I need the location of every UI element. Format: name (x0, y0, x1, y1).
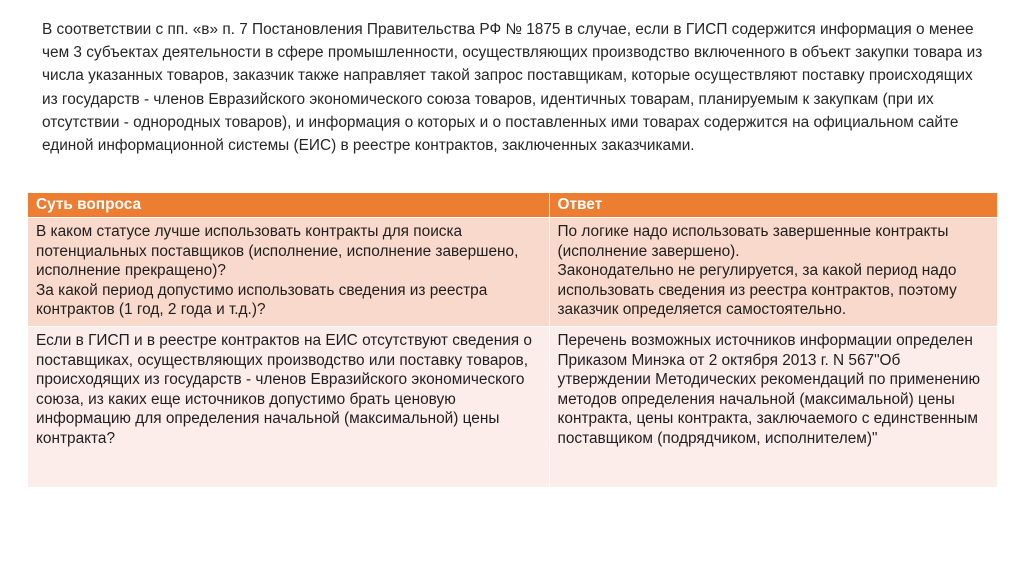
table-row (28, 326, 997, 487)
intro-paragraph: В соответствии с пп. «в» п. 7 Постановления Правительства РФ № 1875 в случае, если в ГИСП содержится информация о менее чем 3 субъектах деятельности в сфере промышленности, осуществляющих производство включенного в объект закупки товара из числа указанных товаров, заказчик также направляет такой запрос поставщикам, которые осуществляют поставку происходящих из государств - членов Евразийского экономического союза товаров, идентичных товарам, планируемым к закупкам (при их отсутствии - однородных товаров), и информация о которых и о поставленных ими товарах содержится на официальном сайте единой информационной системы (ЕИС) в реестре контрактов, заключенных заказчиками. (42, 21, 983, 155)
answer-text: Законодательно не регулируется, за какой период надо использовать сведения из реестра контрактов, поэтому заказчик определяется самостоятельно. (557, 262, 957, 319)
question-text: В каком статусе лучше использовать контракты для поиска потенциальных поставщиков (исполнение, исполнение завершено, исполнение прекращено)? (36, 223, 519, 280)
header-question: Суть вопроса (28, 193, 549, 218)
question-text: За какой период допустимо использовать сведения из реестра контрактов (1 год, 2 года и т.д.)? (36, 281, 488, 319)
question-cell (28, 326, 549, 487)
question-text: Если в ГИСП и в реестре контрактов на ЕИС отсутствуют сведения о поставщиках, осуществляющих производство или поставку товаров, происходящих из государств - членов Евразийского экономического союза, из каких еще источников допустимо брать ценовую информацию для определения начальной (максимальной) цены контракта? (36, 331, 532, 447)
answer-text: По логике надо использовать завершенные контракты (исполнение завершено). (557, 223, 949, 260)
table-row (28, 218, 997, 327)
header-answer: Ответ (549, 193, 997, 218)
question-cell (28, 218, 549, 327)
qa-table (28, 193, 997, 487)
answer-text: Перечень возможных источников информации определен Приказом Минэка от 2 октября 2013 г. N 567"Об утверждении Методических рекомендаций по применению методов определения начальной (максимальной) цены контракта, цены контракта, заключаемого с единственным поставщиком (подрядчиком, исполнителем)" (557, 331, 981, 447)
answer-cell (549, 326, 997, 487)
answer-cell (549, 218, 997, 327)
table-header-row (28, 193, 997, 218)
